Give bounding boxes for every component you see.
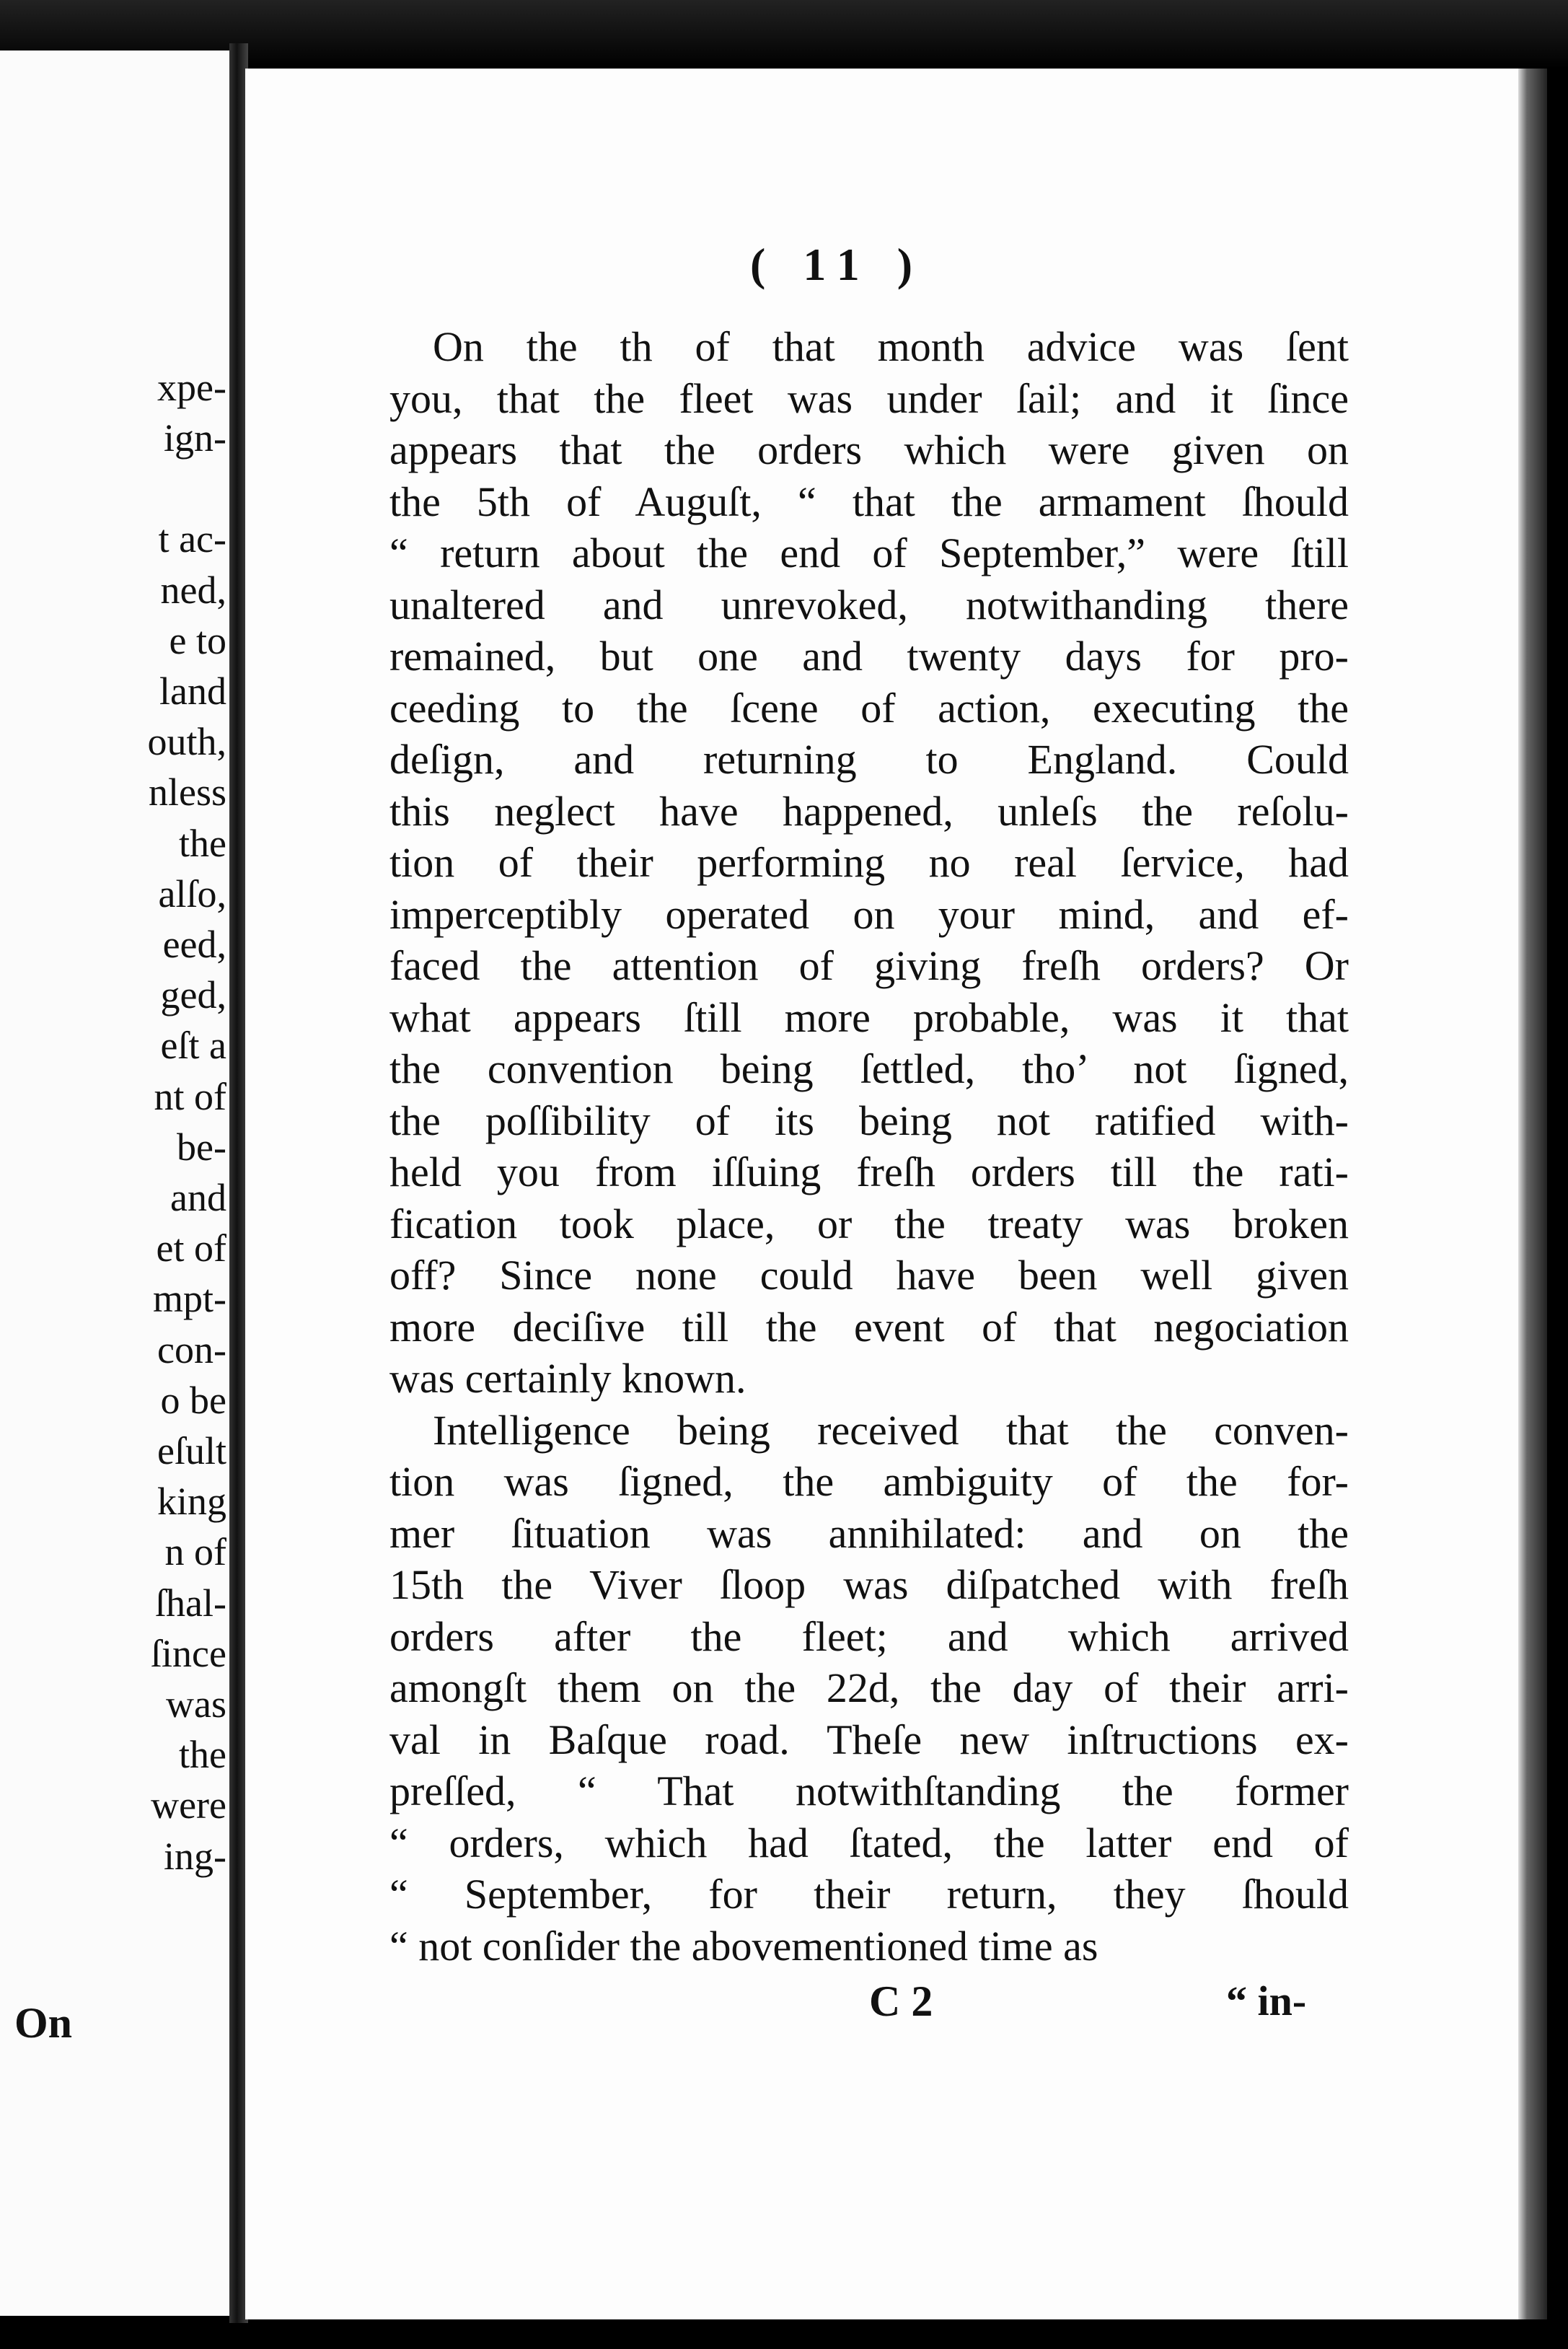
left-fragment-line: ſince	[151, 1631, 226, 1675]
text-line: mer ſituation was annihilated: and on the	[389, 1509, 1349, 1557]
left-fragment-line: con-	[157, 1327, 226, 1371]
text-line: unaltered and unrevoked, notwithanding there	[389, 581, 1349, 628]
paragraph-1	[389, 321, 1349, 1405]
left-fragment-line: be-	[177, 1125, 226, 1169]
text-line: more deciſive till the event of that negociation	[389, 1303, 1349, 1351]
left-fragment-line: et of	[156, 1226, 226, 1270]
left-fragment-line: nless	[149, 770, 226, 815]
left-fragment-line: eſult	[157, 1429, 226, 1472]
left-page	[0, 51, 232, 2316]
text-line: 15th the Viver ſloop was diſpatched with freſh	[389, 1561, 1349, 1608]
left-fragment-line: t ac-	[158, 517, 226, 561]
text-line: fication took place, or the treaty was broken	[389, 1200, 1349, 1247]
signature-mark: C 2	[869, 1977, 933, 2025]
left-fragment-line: was	[166, 1682, 226, 1726]
catchword: “ in-	[1226, 1977, 1307, 2024]
text-line: the convention being ſettled, tho’ not ſigned,	[389, 1045, 1349, 1092]
left-fragment-line: xpe-	[157, 366, 226, 409]
text-line: held you from iſſuing freſh orders till the rati-	[389, 1149, 1349, 1195]
text-line: you, that the fleet was under ſail; and it ſince	[389, 374, 1349, 422]
page-edge-shadow	[1518, 69, 1547, 2319]
text-line: imperceptibly operated on your mind, and ef-	[389, 890, 1349, 938]
text-line: the poſſibility of its being not ratified with-	[389, 1097, 1349, 1144]
text-line: On the th of that month advice was ſent	[433, 323, 1349, 370]
left-fragment-line: were	[151, 1783, 226, 1827]
left-fragment-line: n of	[164, 1530, 226, 1574]
text-line: what appears ſtill more probable, was it that	[389, 993, 1349, 1041]
left-fragment-line: and	[170, 1176, 226, 1219]
page-number-header: ( 11 )	[750, 239, 926, 290]
text-line: orders after the fleet; and which arrived	[389, 1612, 1349, 1660]
text-line: “ return about the end of September,” were ſtill	[389, 530, 1349, 576]
left-fragment-line: outh,	[147, 720, 226, 764]
text-line: the 5th of Auguſt, “ that the armament ſhould	[389, 478, 1349, 525]
text-line: val in Baſque road. Theſe new inſtructions ex-	[389, 1716, 1349, 1763]
left-fragment-line: e to	[169, 618, 226, 662]
left-fragment-line: o be	[160, 1378, 226, 1422]
text-line: Intelligence being received that the conven-	[433, 1406, 1349, 1454]
text-line: tion was ſigned, the ambiguity of the for-	[389, 1458, 1349, 1505]
text-line: “ September, for their return, they ſhould	[389, 1871, 1349, 1918]
left-fragment-line: ing-	[164, 1834, 226, 1878]
text-line: faced the attention of giving freſh orders? Or	[389, 942, 1349, 989]
text-line: amongſt them on the 22d, the day of their arri-	[389, 1664, 1349, 1711]
text-line: tion of their performing no real ſervice, had	[389, 839, 1349, 886]
text-line: was certainly known.	[389, 1355, 746, 1402]
paragraph-2	[389, 1405, 1349, 1972]
body-text	[389, 321, 1349, 1972]
text-line: off? Since none could have been well given	[389, 1252, 1349, 1299]
left-fragment-line: land	[159, 669, 226, 713]
text-line: “ not conſider the abovementioned time as	[389, 1922, 1098, 1970]
left-fragment-line: mpt-	[153, 1277, 226, 1321]
left-fragment-line: king	[157, 1480, 226, 1524]
text-line: deſign, and returning to England. Could	[389, 736, 1349, 783]
text-line: appears that the orders which were given on	[389, 426, 1349, 473]
left-fragment-line: ign-	[164, 416, 226, 460]
left-page-catchword: On	[14, 1999, 73, 2047]
text-line: preſſed, “ That notwithſtanding the former	[389, 1768, 1349, 1814]
left-fragment-line: the	[179, 821, 226, 865]
text-line: remained, but one and twenty days for pro-	[389, 633, 1349, 680]
left-fragment-line: ged,	[160, 973, 226, 1017]
left-fragment-line: alſo,	[158, 871, 226, 916]
left-fragment-line: ned,	[160, 568, 226, 612]
left-fragment-line: eſt a	[160, 1024, 226, 1068]
left-fragment-line: ſhal-	[155, 1581, 226, 1625]
text-line: ceeding to the ſcene of action, executing the	[389, 684, 1349, 732]
text-line: this neglect have happened, unleſs the reſolu-	[389, 787, 1349, 835]
text-line: “ orders, which had ſtated, the latter end of	[389, 1819, 1349, 1866]
left-fragment-line: eed,	[162, 923, 226, 966]
left-fragment-line: nt of	[154, 1074, 226, 1118]
left-fragment-line: the	[179, 1733, 226, 1777]
